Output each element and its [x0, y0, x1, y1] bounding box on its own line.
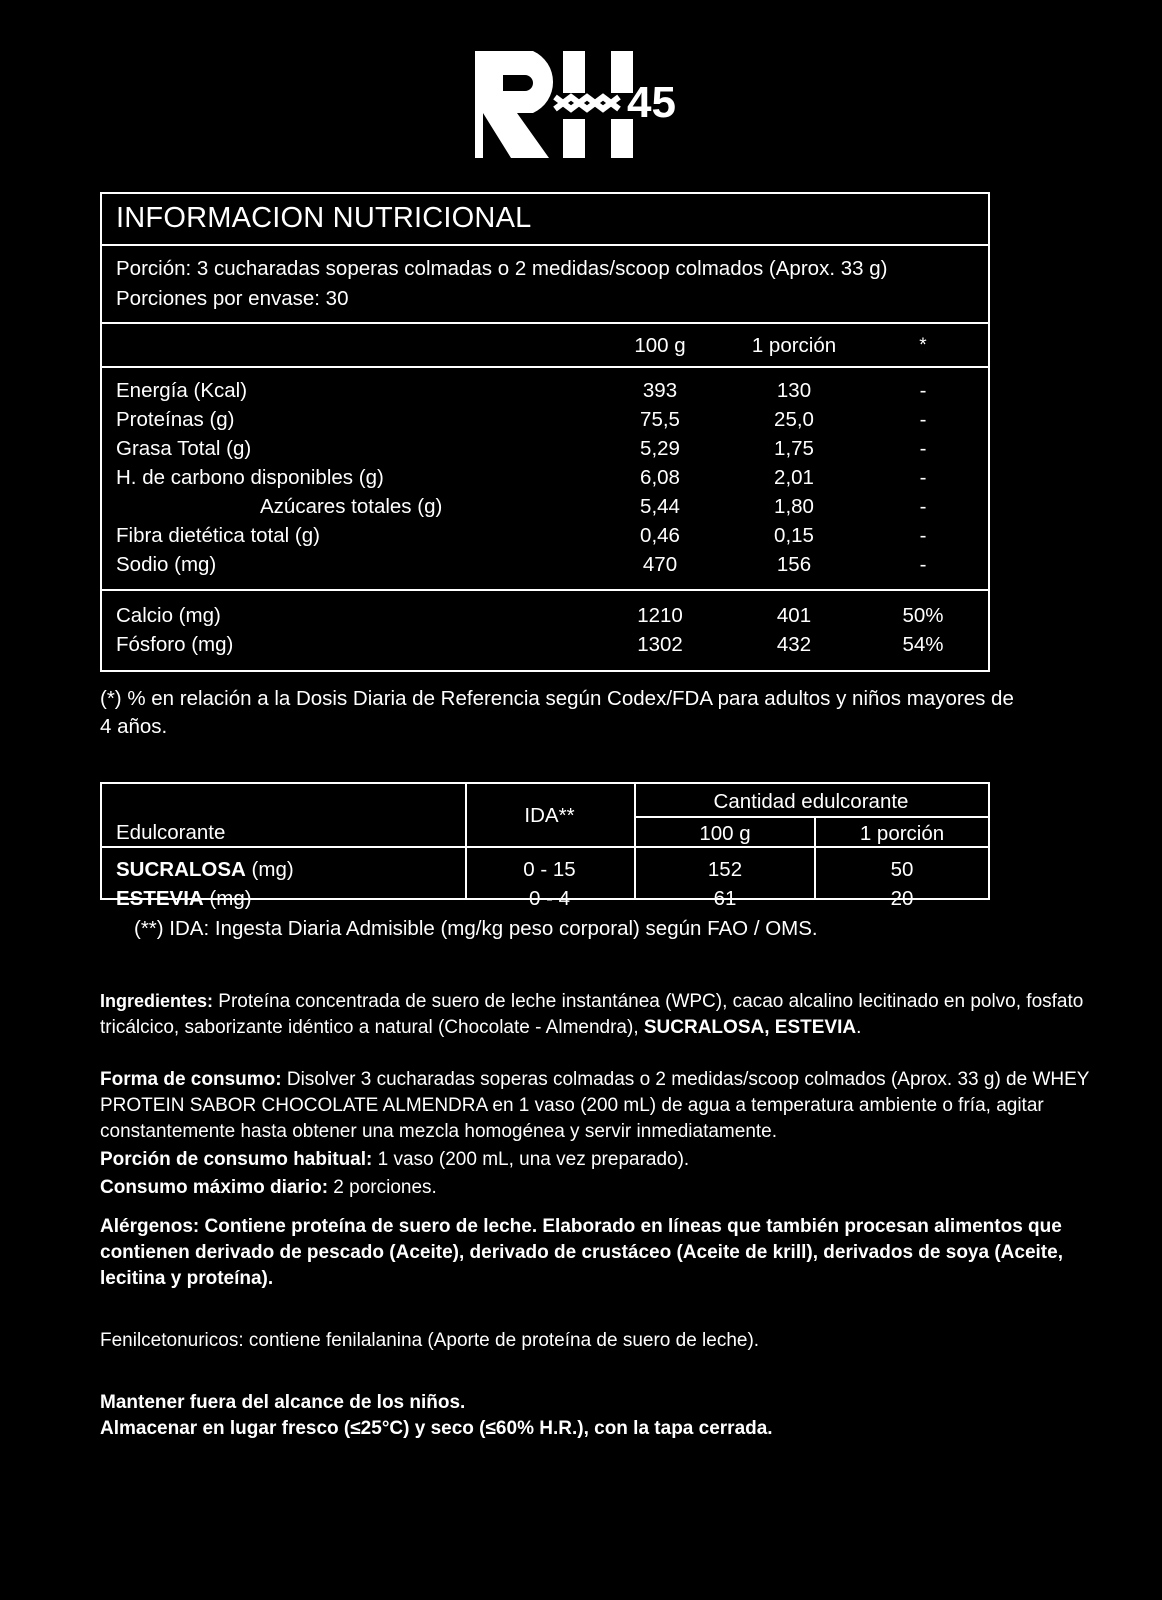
table-row — [102, 434, 988, 463]
sweetener-row-name — [116, 860, 294, 881]
storage-line-2: Almacenar en lugar fresco (≤25°C) y seco (≤60% H.R.), con la tapa cerrada. — [100, 1417, 773, 1439]
row-per100: 5,44 — [640, 494, 680, 518]
xx-chain-icon — [555, 97, 619, 109]
row-label: Azúcares totales (g) — [260, 494, 443, 518]
max-intake-block — [100, 1175, 1100, 1201]
row-portion: 401 — [776, 603, 812, 627]
row-portion: 2,01 — [774, 465, 814, 489]
row-per100: 6,08 — [640, 465, 680, 489]
sweetener-portion: 50 — [890, 858, 914, 882]
row-per100: 470 — [642, 552, 678, 576]
ingredients-block — [100, 989, 1100, 1041]
row-dv: - — [919, 552, 927, 576]
sweetener-table — [100, 782, 990, 911]
sweetener-name: SUCRALOSA — [116, 858, 246, 882]
sweetener-header-100g: 100 g — [699, 822, 751, 846]
row-label: Calcio (mg) — [116, 603, 221, 627]
portion-line-1: Porción: 3 cucharadas soperas colmadas o 2 medidas/scoop colmados (Aprox. 33 g) — [116, 257, 888, 281]
nutrition-title: INFORMACION NUTRICIONAL — [102, 194, 988, 246]
habitual-portion-block — [100, 1147, 1100, 1173]
row-label: Fósforo (mg) — [116, 632, 234, 656]
sweetener-header-ida: IDA** — [524, 804, 575, 828]
ingredients-text: Proteína concentrada de suero de leche instantánea (WPC), cacao alcalino lecitinado en polvo, fosfato tricálcico, saborizante idéntico a natural (Chocolate - Almendra), — [100, 990, 1084, 1038]
ingredients-label: Ingredientes: — [100, 990, 214, 1011]
svg-text:45: 45 — [627, 77, 676, 127]
usage-block — [100, 1067, 1100, 1144]
usage-label: Forma de consumo: — [100, 1069, 282, 1091]
table-row — [102, 463, 988, 492]
table-row — [102, 630, 988, 659]
row-per100: 393 — [642, 378, 678, 402]
sweetener-ida: 0 - 4 — [528, 887, 571, 911]
nutrition-macro-rows — [102, 368, 988, 591]
row-dv: 54% — [902, 632, 944, 656]
storage-block — [100, 1390, 1100, 1442]
divider-horizontal — [102, 846, 988, 848]
row-dv: - — [919, 378, 927, 402]
table-row — [102, 492, 988, 521]
row-label: Grasa Total (g) — [116, 436, 252, 460]
sweetener-per100: 61 — [713, 887, 737, 911]
daily-value-footnote: (*) % en relación a la Dosis Diaria de Referencia según Codex/FDA para adultos y niños mayores de 4 años. — [100, 686, 1014, 739]
row-portion: 0,15 — [774, 523, 814, 547]
label-body — [100, 192, 1106, 1441]
row-per100: 1302 — [637, 632, 683, 656]
row-dv: - — [919, 465, 927, 489]
rh45-logo-icon — [471, 47, 691, 162]
max-intake-text: 2 porciones. — [328, 1176, 437, 1198]
row-label: H. de carbono disponibles (g) — [116, 465, 384, 489]
row-label: Fibra dietética total (g) — [116, 523, 320, 547]
row-dv: - — [919, 494, 927, 518]
row-portion: 1,80 — [774, 494, 814, 518]
habitual-portion-text: 1 vaso (200 mL, una vez preparado). — [372, 1148, 690, 1170]
row-label: Sodio (mg) — [116, 552, 217, 576]
sweetener-unit: (mg) — [209, 887, 252, 911]
sweetener-ida: 0 - 15 — [523, 858, 576, 882]
row-dv: 50% — [902, 603, 944, 627]
nutrition-table — [100, 192, 990, 672]
sweetener-row-name — [116, 889, 252, 910]
sweetener-header-name: Edulcorante — [116, 821, 226, 845]
row-portion: 156 — [776, 552, 812, 576]
divider-vertical — [465, 784, 467, 898]
table-row — [102, 521, 988, 550]
row-per100: 1210 — [637, 603, 683, 627]
table-row — [102, 405, 988, 434]
col-header-portion: 1 porción — [751, 333, 837, 357]
sweetener-header-amount: Cantidad edulcorante — [713, 790, 909, 814]
row-dv: - — [919, 407, 927, 431]
sweetener-portion: 20 — [890, 887, 914, 911]
phenylketonurics-block: Fenilcetonuricos: contiene fenilalanina (Aporte de proteína de suero de leche). — [100, 1329, 760, 1351]
table-row — [102, 550, 988, 579]
row-label: Energía (Kcal) — [116, 378, 248, 402]
storage-line-1: Mantener fuera del alcance de los niños. — [100, 1391, 466, 1413]
habitual-portion-label: Porción de consumo habitual: — [100, 1148, 373, 1170]
sweetener-header-portion: 1 porción — [859, 822, 945, 846]
portion-line-2: Porciones por envase: 30 — [116, 286, 349, 310]
divider-horizontal — [634, 816, 988, 818]
col-header-dv: * — [919, 334, 927, 356]
row-per100: 5,29 — [640, 436, 680, 460]
row-portion: 25,0 — [774, 407, 814, 431]
sweetener-name: ESTEVIA — [116, 887, 204, 911]
row-portion: 130 — [776, 378, 812, 402]
usage-text: Disolver 3 cucharadas soperas colmadas o 2 medidas/scoop colmados (Aprox. 33 g) de WHEY PROTEIN SABOR CHOCOLATE ALMENDRA en 1 vaso (200 mL) de agua a temperatura ambiente o fría, agitar constantemente hasta obtener una mezcla homogénea y servir inmediatamente. — [100, 1069, 1090, 1142]
brand-logo — [0, 44, 1162, 164]
max-intake-label: Consumo máximo diario: — [100, 1176, 329, 1198]
nutrition-mineral-rows — [102, 591, 988, 670]
sweetener-per100: 152 — [707, 858, 743, 882]
ida-footnote: (**) IDA: Ingesta Diaria Admisible (mg/kg peso corporal) según FAO / OMS. — [134, 917, 818, 941]
row-portion: 432 — [776, 632, 812, 656]
ingredients-period: . — [856, 1016, 862, 1038]
row-dv: - — [919, 523, 927, 547]
row-portion: 1,75 — [774, 436, 814, 460]
row-per100: 0,46 — [640, 523, 680, 547]
sweetener-unit: (mg) — [251, 858, 294, 882]
row-per100: 75,5 — [640, 407, 680, 431]
ingredients-sweeteners: SUCRALOSA, ESTEVIA — [643, 1016, 857, 1038]
allergens-block: Alérgenos: Contiene proteína de suero de leche. Elaborado en líneas que también procesan alimentos que contienen derivado de pescado (Aceite), derivado de crustáceo (Aceite de krill), derivados de soya (Aceite, lecitina y proteína). — [100, 1216, 1063, 1290]
portion-info — [102, 246, 988, 323]
table-row — [102, 376, 988, 405]
row-label: Proteínas (g) — [116, 407, 235, 431]
table-row — [102, 601, 988, 630]
nutrition-column-headers — [102, 324, 988, 368]
col-header-100g: 100 g — [634, 333, 686, 357]
row-dv: - — [919, 436, 927, 460]
